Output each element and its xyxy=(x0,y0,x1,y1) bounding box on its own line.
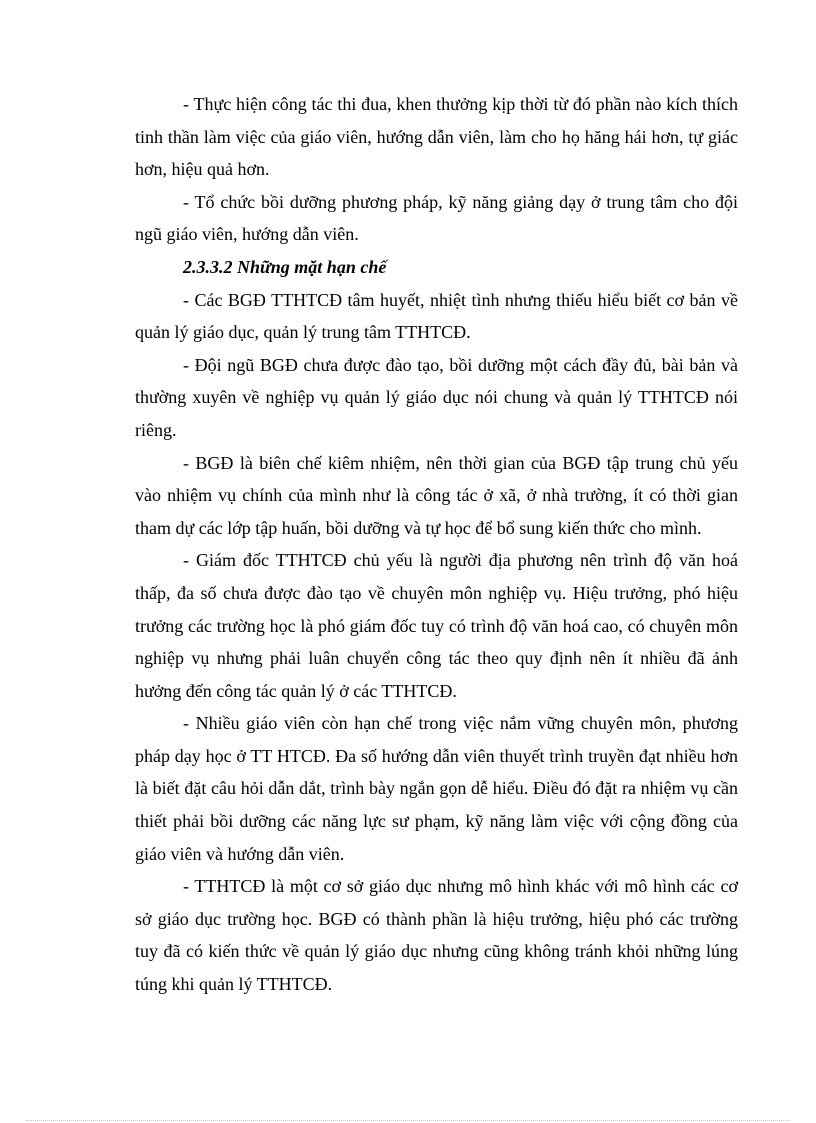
section-heading: 2.3.3.2 Những mặt hạn chế xyxy=(183,256,387,277)
document-body xyxy=(135,88,738,1001)
page-bottom-divider xyxy=(26,1120,790,1121)
paragraph-director-education: - Giám đốc TTHTCĐ chủ yếu là người địa phương nên trình độ văn hoá thấp, đa số chưa được đào tạo về chuyên môn nghiệp vụ. Hiệu trưởng, phó hiệu trưởng các trường học là phó giám đốc tuy có trình độ văn hoá cao, có chuyên môn nghiệp vụ nhưng phải luân chuyển công tác theo quy định nên ít nhiều đã ảnh hưởng đến công tác quản lý ở các TTHTCĐ. xyxy=(135,550,738,701)
paragraph-bgd-concurrent: - BGĐ là biên chế kiêm nhiệm, nên thời gian của BGĐ tập trung chủ yếu vào nhiệm vụ chính của mình như là công tác ở xã, ở nhà trường, ít có thời gian tham dự các lớp tập huấn, bồi dưỡng và tự học để bổ sung kiến thức cho mình. xyxy=(135,452,738,538)
paragraph-training-methods: - Tổ chức bồi dưỡng phương pháp, kỹ năng giảng dạy ở trung tâm cho đội ngũ giáo viên, hướng dẫn viên. xyxy=(135,191,738,245)
paragraph-bgd-knowledge: - Các BGĐ TTHTCĐ tâm huyết, nhiệt tình nhưng thiếu hiểu biết cơ bản về quản lý giáo dục, quản lý trung tâm TTHTCĐ. xyxy=(135,289,738,343)
paragraph-emulation-reward: - Thực hiện công tác thi đua, khen thưởng kịp thời từ đó phần nào kích thích tinh thần làm việc của giáo viên, hướng dẫn viên, làm cho họ hăng hái hơn, tự giác hơn, hiệu quả hơn. xyxy=(135,94,738,180)
paragraph-model-difference: - TTHTCĐ là một cơ sở giáo dục nhưng mô hình khác với mô hình các cơ sở giáo dục trường học. BGĐ có thành phần là hiệu trưởng, hiệu phó các trường tuy đã có kiến thức về quản lý giáo dục nhưng cũng không tránh khỏi những lúng túng khi quản lý TTHTCĐ. xyxy=(135,876,738,995)
paragraph-teacher-limits: - Nhiều giáo viên còn hạn chế trong việc nắm vững chuyên môn, phương pháp dạy học ở TT HTCĐ. Đa số hướng dẫn viên thuyết trình truyền đạt nhiều hơn là biết đặt câu hỏi dẫn dắt, trình bày ngắn gọn dễ hiểu. Điều đó đặt ra nhiệm vụ cần thiết phải bồi dưỡng các năng lực sư phạm, kỹ năng làm việc với cộng đồng của giáo viên và hướng dẫn viên. xyxy=(135,713,738,864)
paragraph-bgd-training: - Đội ngũ BGĐ chưa được đào tạo, bồi dưỡng một cách đầy đủ, bài bản và thường xuyên về nghiệp vụ quản lý giáo dục nói chung và quản lý TTHTCĐ nói riêng. xyxy=(135,354,738,440)
